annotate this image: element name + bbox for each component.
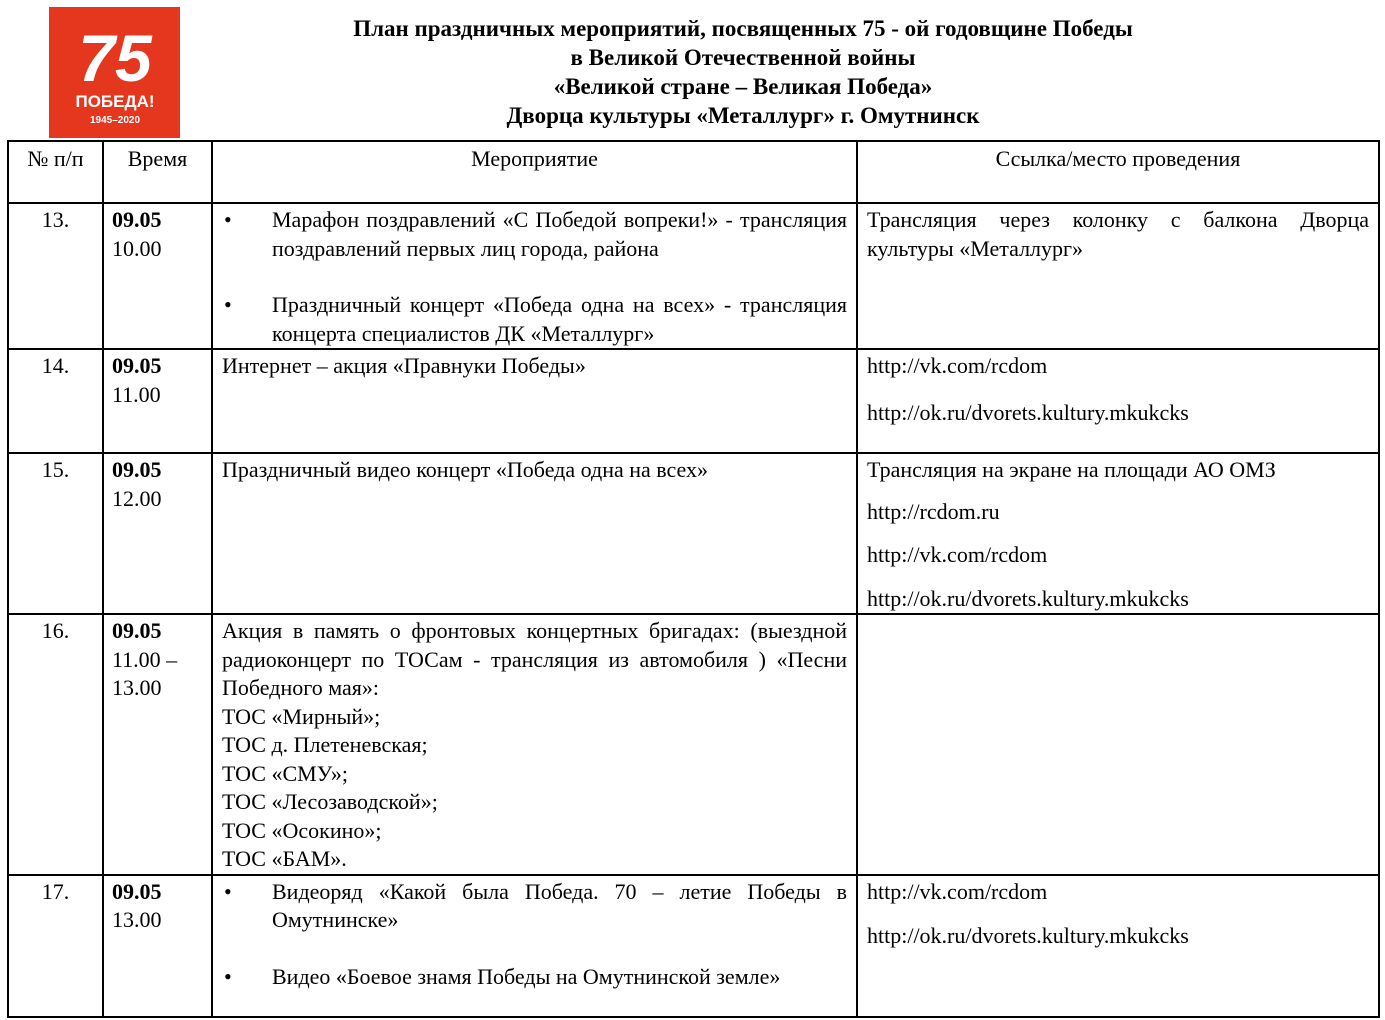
event-time: 12.00 [112,485,162,511]
row-event: Праздничный видео концерт «Победа одна на всех» [212,453,857,614]
table-row [8,614,1379,875]
link-vk[interactable]: http://vk.com/rcdom [867,542,1048,567]
row-event [212,614,857,875]
event-time: 13.00 [112,907,162,932]
logo-years: 1945–2020 [89,115,141,126]
list-item: ТОС «Мирный»; [222,703,381,729]
event-time-start: 11.00 – [112,646,178,672]
title-line-3: «Великой стране – Великая Победа» [553,74,933,99]
list-item: ТОС «Лесозаводской»; [222,789,438,814]
event-time-end: 13.00 [112,675,162,700]
event-bullet-list [222,206,847,348]
link-rcdom[interactable]: http://rcdom.ru [867,498,1000,524]
row-time [103,614,212,875]
table-header-row [8,141,1379,203]
row-number: 14. [8,349,103,453]
row-links [857,453,1379,614]
event-description: Акция в память о фронтовых концертных бригадах: (выездной радиоконцерт по ТОСам - трансляция из автомобиля ) «Песни Победного мая»: [222,618,847,700]
place-text: Трансляция на экране на площади АО ОМЗ [867,457,1276,482]
victory-75-logo [49,7,180,138]
row-place: Трансляция через колонку с балкона Дворца культуры «Металлург» [857,203,1379,349]
title-line-1: План праздничных мероприятий, посвященных 75 - ой годовщине Победы [353,16,1133,41]
table-row [8,349,1379,453]
row-time [103,875,212,1017]
logo-number: 75 [78,21,152,95]
event-time: 10.00 [112,235,162,261]
row-event: Интернет – акция «Правнуки Победы» [212,349,857,453]
link-ok[interactable]: http://ok.ru/dvorets.kultury.mkukcks [867,923,1189,948]
row-number: 16. [8,614,103,875]
document-title [200,14,1286,130]
link-ok[interactable]: http://ok.ru/dvorets.kultury.mkukcks [867,399,1189,425]
event-date: 09.05 [112,618,162,643]
list-item: ТОС «СМУ»; [222,760,349,786]
event-date: 09.05 [112,457,162,482]
events-table [7,140,1380,1018]
list-item: ТОС «БАМ». [222,846,347,871]
list-item: ТОС «Осокино»; [222,817,382,843]
event-date: 09.05 [112,353,162,378]
event-date: 09.05 [112,207,162,232]
table-row [8,875,1379,1017]
event-time: 11.00 [112,381,161,407]
row-event [212,875,857,1017]
title-line-4: Дворца культуры «Металлург» г. Омутнинск [506,103,980,128]
event-date: 09.05 [112,878,162,904]
table-row [8,203,1379,349]
row-place-empty [857,614,1379,875]
logo-word: ПОБЕДА! [75,92,155,111]
column-header-place: Ссылка/место проведения [857,141,1379,203]
event-bullet-item: • Видео «Боевое знамя Победы на Омутнинской земле» [222,963,847,992]
row-number: 13. [8,203,103,349]
row-time [103,203,212,349]
row-event [212,203,857,349]
column-header-number: № п/п [8,141,103,203]
row-time [103,349,212,453]
row-number: 15. [8,453,103,614]
column-header-event: Мероприятие [212,141,857,203]
victory-75-emblem [49,7,180,138]
event-bullet-item: • Праздничный концерт «Победа одна на всех» - трансляция концерта специалистов ДК «Металлург» [222,291,847,348]
event-bullet-item: • Марафон поздравлений «С Победой вопреки!» - трансляция поздравлений первых лиц города, района [222,206,847,263]
link-ok[interactable]: http://ok.ru/dvorets.kultury.mkukcks [867,585,1189,611]
row-links [857,875,1379,1017]
table-row [8,453,1379,614]
row-links [857,349,1379,453]
event-bullet-list [222,878,847,992]
link-vk[interactable]: http://vk.com/rcdom [867,878,1048,904]
event-bullet-item: • Видеоряд «Какой была Победа. 70 – летие Победы в Омутнинске» [222,878,847,935]
column-header-time: Время [103,141,212,203]
list-item: ТОС д. Плетеневская; [222,732,428,757]
link-vk[interactable]: http://vk.com/rcdom [867,353,1048,378]
title-line-2: в Великой Отечественной войны [570,45,916,70]
tos-list [222,703,847,874]
row-time [103,453,212,614]
row-number: 17. [8,875,103,1017]
